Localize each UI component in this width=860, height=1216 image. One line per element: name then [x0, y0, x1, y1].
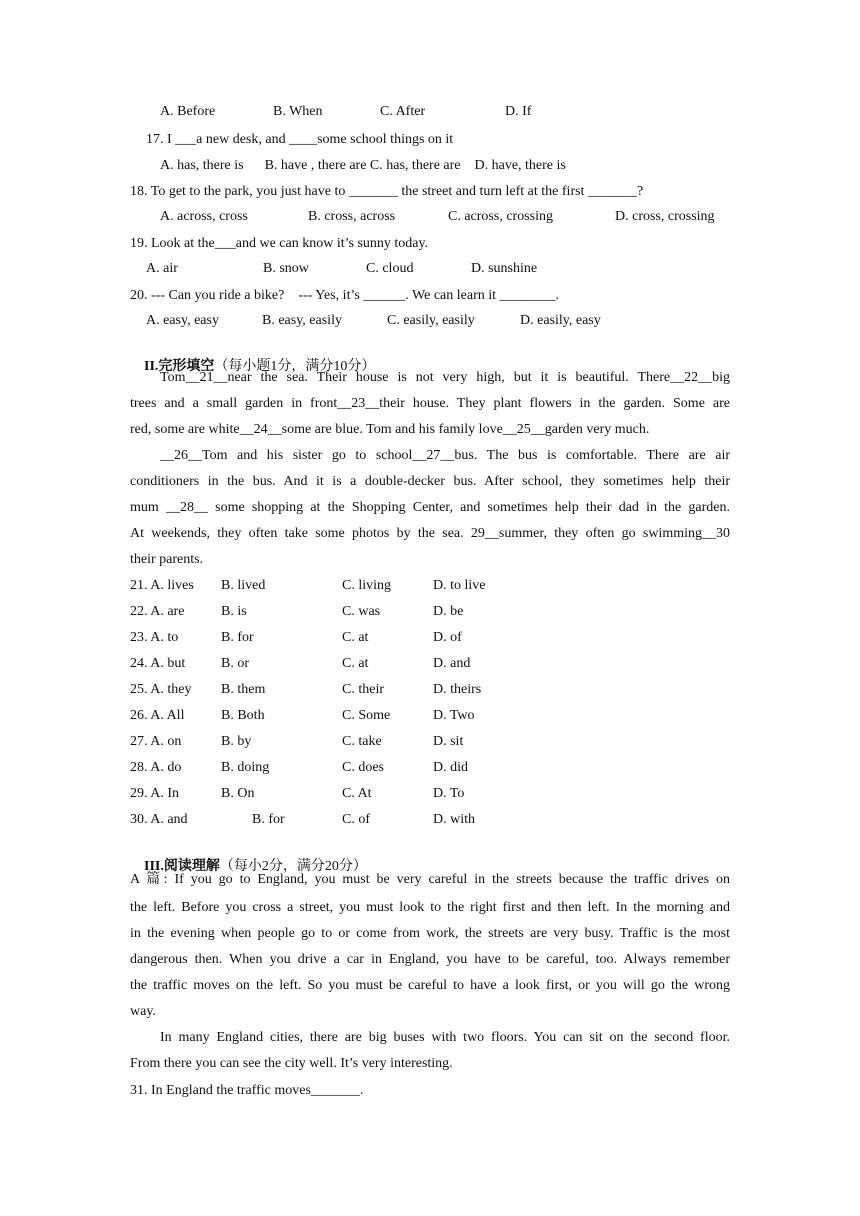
option-b: B. for	[252, 812, 285, 827]
option-a: 27. A. on	[130, 734, 182, 749]
option-b: B. for	[221, 630, 254, 645]
option-d: D. of	[433, 630, 462, 645]
q18-option-c: C. across, crossing	[448, 209, 553, 224]
option-d: D. theirs	[433, 682, 482, 697]
option-c: C. take	[342, 734, 382, 749]
passage-a-line-4: dangerous then. When you drive a car in England, you have to be careful, too. Always remember	[130, 952, 730, 967]
section-reading-title: III.阅读理解	[144, 859, 220, 874]
option-b: B. lived	[221, 578, 266, 593]
q18-stem: 18. To get to the park, you just have to _______ the street and turn left at the first _______?	[130, 184, 644, 199]
q16-option-d: D. If	[505, 104, 532, 119]
option-d: D. Two	[433, 708, 475, 723]
q17-options: A. has, there is B. have , there are C. has, there are D. have, there is	[160, 158, 566, 173]
q18-option-d: D. cross, crossing	[615, 209, 715, 224]
option-d: D. and	[433, 656, 471, 671]
option-a: 30. A. and	[130, 812, 188, 827]
option-b: B. Both	[221, 708, 265, 723]
option-a: 25. A. they	[130, 682, 192, 697]
cloze-line-5: conditioners in the bus. And it is a double-decker bus. After school, they sometimes help their	[130, 474, 730, 489]
q16-option-b: B. When	[273, 104, 323, 119]
q20-option-c: C. easily, easily	[387, 313, 475, 328]
option-b: B. doing	[221, 760, 270, 775]
passage-a-line-1: A 篇: If you go to England, you must be very careful in the streets because the traffic drives on	[130, 872, 730, 887]
option-c: C. Some	[342, 708, 391, 723]
option-b: B. On	[221, 786, 255, 801]
section-cloze-note: （每小题1分，满分10分）	[214, 359, 376, 374]
passage-a-line-5: the traffic moves on the left. So you must be careful to have a look first, or you will go the wrong	[130, 978, 730, 993]
q18-option-b: B. cross, across	[308, 209, 396, 224]
passage-a-line-3: in the evening when people go to or come from work, the streets are very busy. Traffic is the most	[130, 926, 730, 941]
cloze-line-6: mum __28__ some shopping at the Shopping Center, and sometimes help their dad in the garden.	[130, 500, 730, 515]
option-c: C. does	[342, 760, 384, 775]
q20-stem: 20. --- Can you ride a bike? --- Yes, it’s ______. We can learn it ________.	[130, 288, 560, 303]
option-a: 29. A. In	[130, 786, 179, 801]
section-cloze-title: II.完形填空	[144, 359, 215, 374]
q19-option-a: A. air	[146, 261, 178, 276]
option-c: C. of	[342, 812, 370, 827]
q17-stem: 17. I ___a new desk, and ____some school things on it	[146, 132, 454, 147]
q16-option-a: A. Before	[160, 104, 216, 119]
cloze-line-2: trees and a small garden in front__23__their house. They plant flowers in the garden. Some are	[130, 396, 730, 411]
option-c: C. at	[342, 630, 369, 645]
option-c: C. their	[342, 682, 384, 697]
option-a: 28. A. do	[130, 760, 182, 775]
option-b: B. them	[221, 682, 266, 697]
q31-stem: 31. In England the traffic moves_______.	[130, 1083, 364, 1098]
q19-option-b: B. snow	[263, 261, 309, 276]
option-a: 26. A. All	[130, 708, 185, 723]
option-a: 24. A. but	[130, 656, 186, 671]
cloze-line-8: their parents.	[130, 552, 204, 567]
option-b: B. by	[221, 734, 252, 749]
passage-a-line-8: From there you can see the city well. It’s very interesting.	[130, 1056, 453, 1071]
option-c: C. At	[342, 786, 372, 801]
option-d: D. To	[433, 786, 465, 801]
q19-stem: 19. Look at the___and we can know it’s sunny today.	[130, 236, 429, 251]
option-d: D. sit	[433, 734, 464, 749]
section-reading-note: （每小2分，满分20分）	[219, 859, 367, 874]
option-c: C. living	[342, 578, 392, 593]
q20-option-a: A. easy, easy	[146, 313, 219, 328]
option-a: 23. A. to	[130, 630, 179, 645]
cloze-line-1: Tom__21__near the sea. Their house is not very high, but it is beautiful. There__22__big	[160, 370, 730, 385]
option-a: 22. A. are	[130, 604, 185, 619]
option-d: D. with	[433, 812, 475, 827]
q19-option-d: D. sunshine	[471, 261, 538, 276]
passage-a-line-2: the left. Before you cross a street, you must look to the right first and then left. In the morning and	[130, 900, 730, 915]
q16-option-c: C. After	[380, 104, 426, 119]
option-b: B. is	[221, 604, 247, 619]
option-a: 21. A. lives	[130, 578, 194, 593]
q20-option-d: D. easily, easy	[520, 313, 601, 328]
q18-option-a: A. across, cross	[160, 209, 248, 224]
option-b: B. or	[221, 656, 249, 671]
option-d: D. be	[433, 604, 464, 619]
q20-option-b: B. easy, easily	[262, 313, 342, 328]
option-d: D. did	[433, 760, 468, 775]
cloze-line-4: __26__Tom and his sister go to school__27__bus. The bus is comfortable. There are air	[160, 448, 730, 463]
cloze-line-3: red, some are white__24__some are blue. Tom and his family love__25__garden very much.	[130, 422, 650, 437]
passage-a-line-7: In many England cities, there are big buses with two floors. You can sit on the second floor.	[160, 1030, 730, 1045]
passage-a-line-6: way.	[130, 1004, 156, 1019]
cloze-line-7: At weekends, they often take some photos by the sea. 29__summer, they often go swimming__30	[130, 526, 730, 541]
option-c: C. was	[342, 604, 381, 619]
q19-option-c: C. cloud	[366, 261, 414, 276]
option-c: C. at	[342, 656, 369, 671]
option-d: D. to live	[433, 578, 486, 593]
